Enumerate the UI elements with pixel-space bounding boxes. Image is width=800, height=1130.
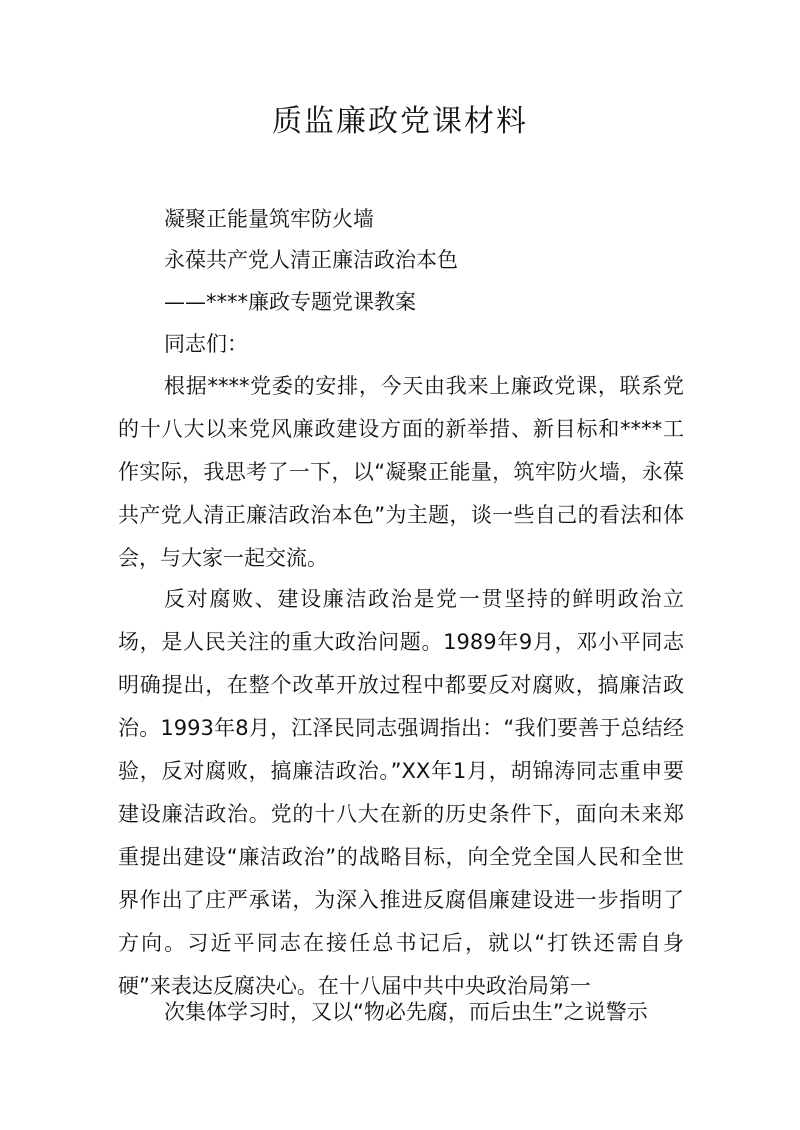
subtitle-line-1: 凝聚正能量筑牢防火墙 (164, 207, 374, 231)
document-title: 质监廉政党课材料 (272, 104, 528, 139)
paragraph-1: 根据****党委的安排，今天由我来上廉政党课，联系党的十八大以来党风廉政建设方面的新举措、新目标和****工作实际，我思考了一下，以“凝聚正能量，筑牢防火墙，永葆共产党人清正廉洁政治本色”为主题，谈一些自己的看法和体会，与大家一起交流。 (118, 374, 684, 570)
paragraph-2: 反对腐败、建设廉洁政治是党一贯坚持的鲜明政治立场，是人民关注的重大政治问题。1989年9月，邓小平同志明确提出，在整个改革开放过程中都要反对腐败，搞廉洁政治。1993年8月，江泽民同志强调指出：“我们要善于总结经验，反对腐败，搞廉洁政治。”XX年1月，胡锦涛同志重申要建设廉洁政治。党的十八大在新的历史条件下，面向未来郑重提出建设“廉洁政治”的战略目标，向全党全国人民和全世界作出了庄严承诺，为深入推进反腐倡廉建设进一步指明了方向。习近平同志在接任总书记后，就以“打铁还需自身硬”来表达反腐决心。在十八届中共中央政治局第一 (118, 587, 684, 998)
paragraph-3: 次集体学习时，又以“物必先腐，而后虫生”之说警示 (164, 1000, 648, 1024)
salutation: 同志们： (164, 332, 248, 356)
subtitle-line-3: ——****廉政专题党课教案 (164, 290, 416, 314)
subtitle-line-2: 永葆共产党人清正廉洁政治本色 (164, 248, 458, 272)
